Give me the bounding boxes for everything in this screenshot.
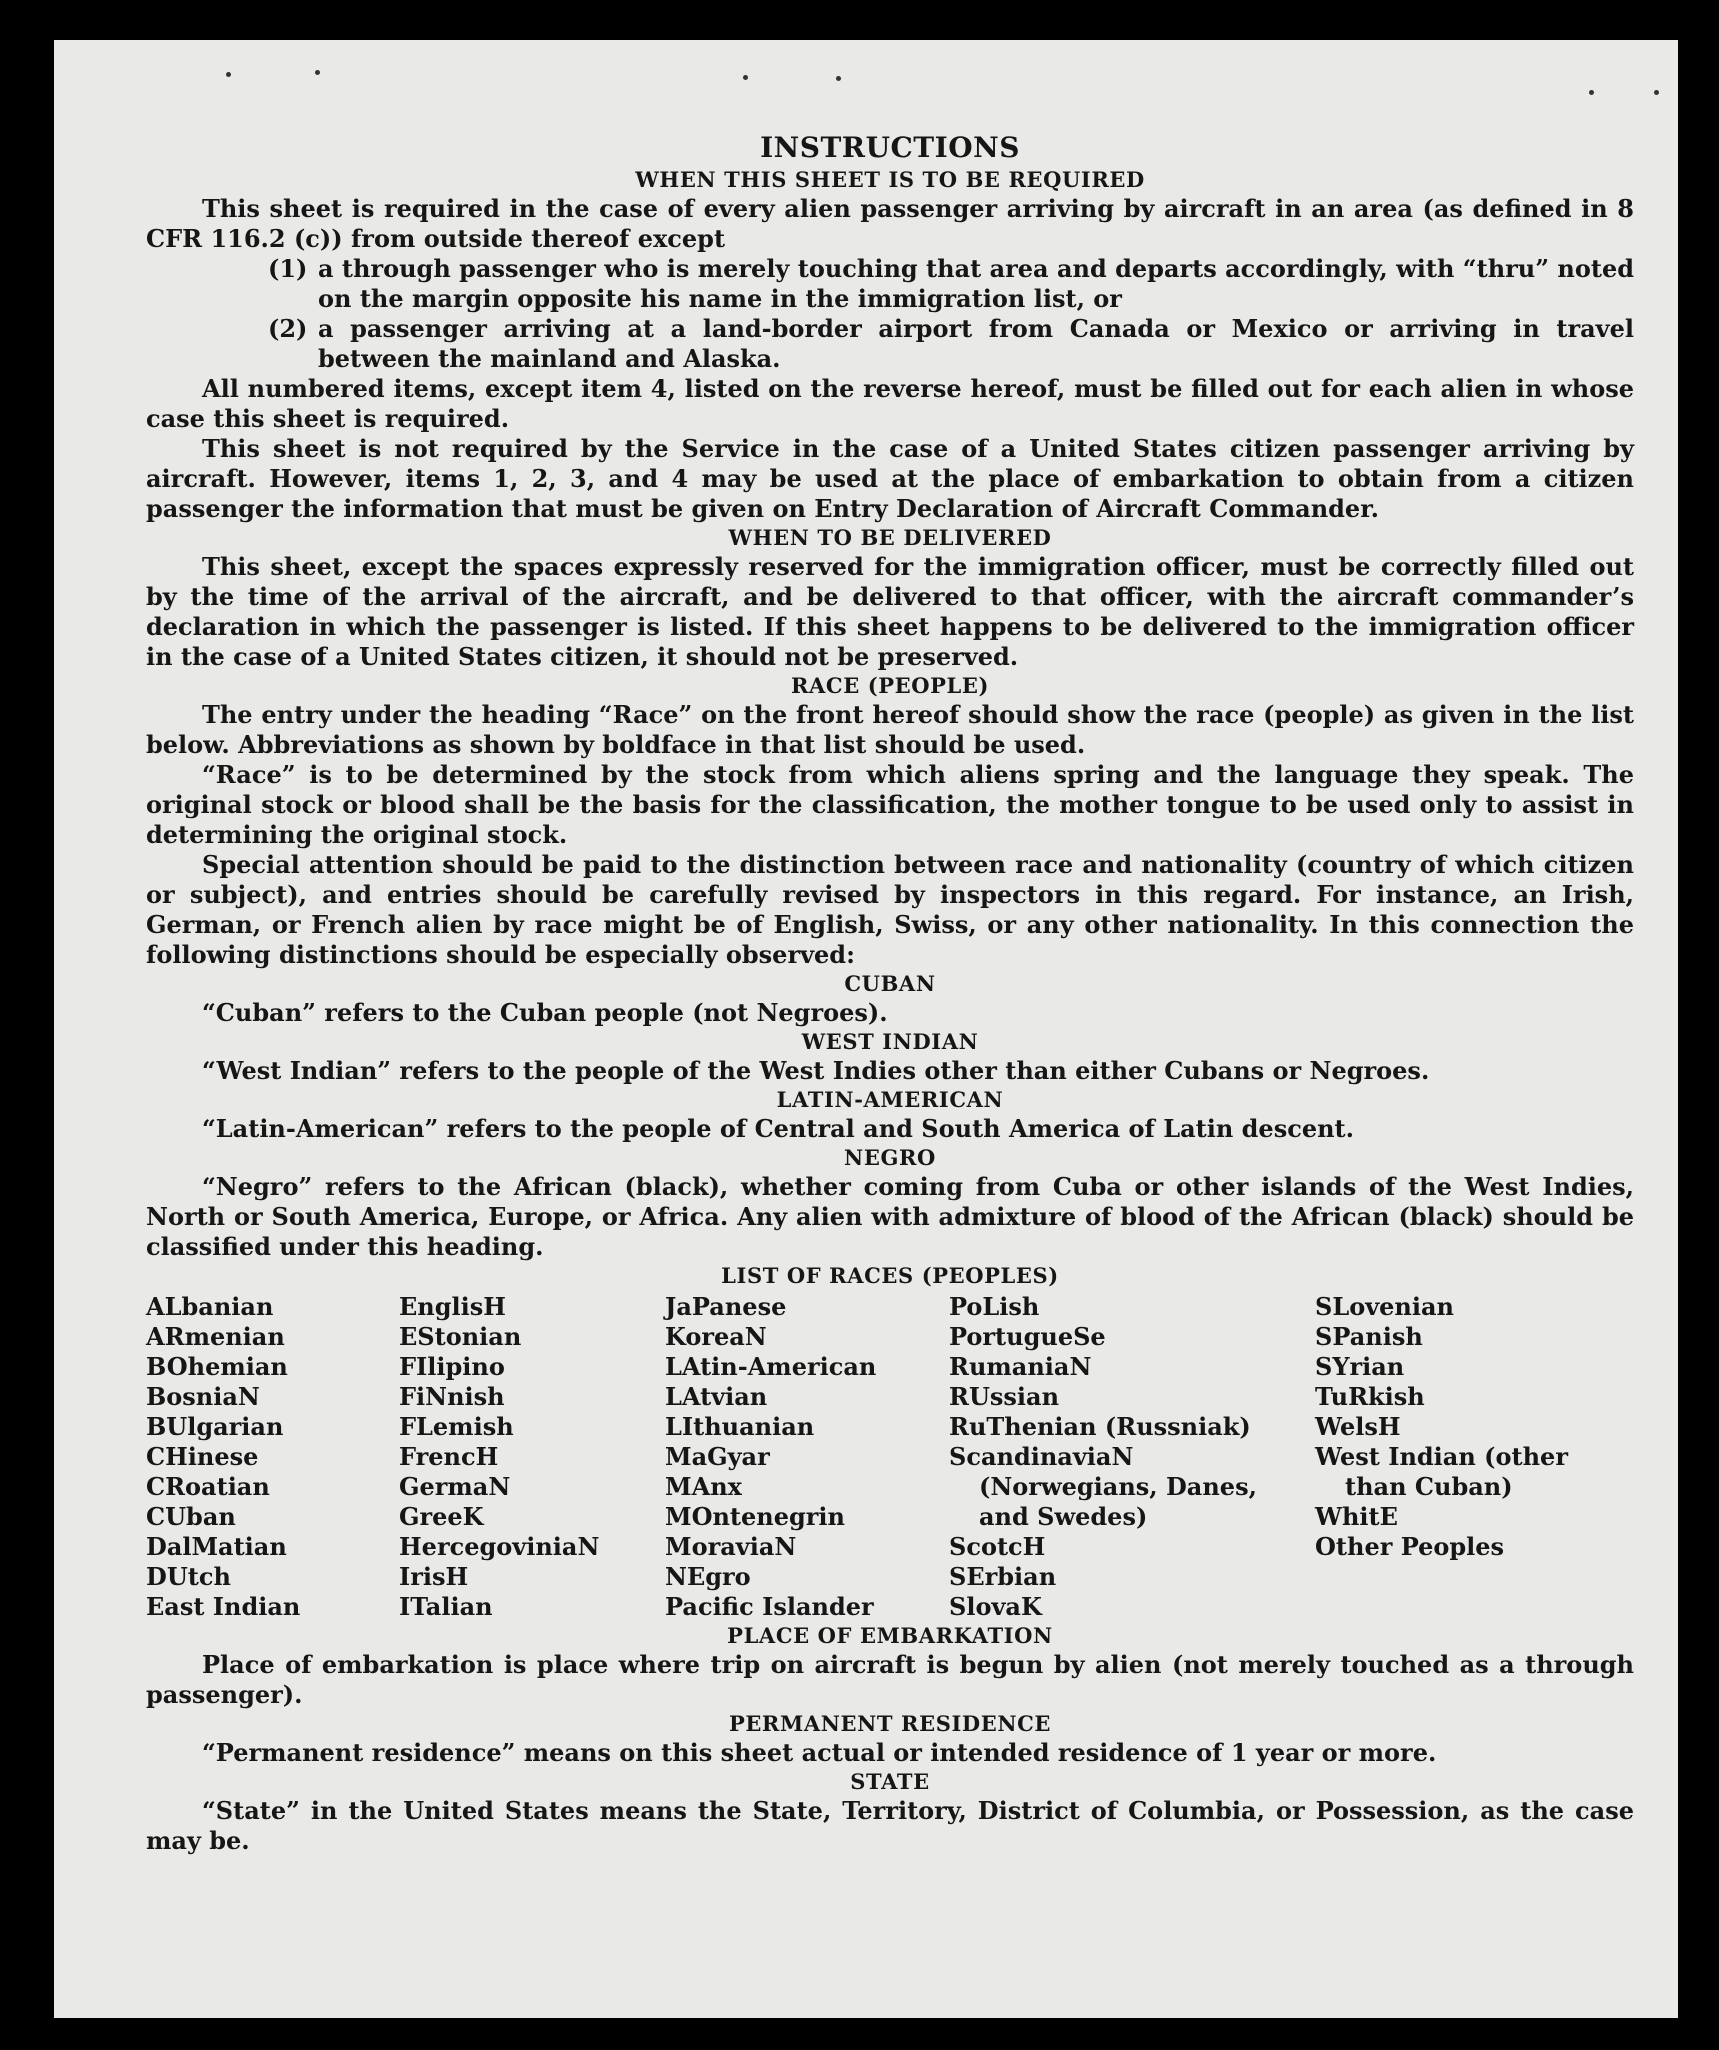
speck-mark: [743, 75, 748, 80]
race-entry: SlovaK: [949, 1592, 1042, 1621]
race-entry: EStonian: [399, 1322, 522, 1351]
race-entry: HercegoviniaN: [399, 1532, 600, 1561]
section-heading: LATIN-AMERICAN: [776, 1087, 1004, 1112]
race-entry: LAtvian: [665, 1382, 768, 1411]
race-entry: BOhemian: [146, 1352, 288, 1381]
item-text: a passenger arriving at a land-border airport from Canada or Mexico or arriving in travel between the mainland and Alaska.: [318, 314, 1634, 373]
races-list: [146, 1292, 1634, 1622]
section-heading: STATE: [850, 1769, 930, 1794]
races-column: [146, 1292, 399, 1622]
race-entry: NEgro: [665, 1562, 751, 1591]
page-title: INSTRUCTIONS: [760, 131, 1020, 164]
races-column: [949, 1292, 1315, 1622]
race-entry: CHinese: [146, 1442, 259, 1471]
paragraph: “State” in the United States means the State, Territory, District of Columbia, or Possession, as the case may be.: [146, 1796, 1634, 1855]
race-entry: IrisH: [399, 1562, 469, 1591]
paragraph: “Negro” refers to the African (black), whether coming from Cuba or other islands of the West Indies, North or South America, Europe, or Africa. Any alien with admixture of blood of the African (black) should be classified under this heading.: [146, 1172, 1634, 1261]
race-entry: KoreaN: [665, 1322, 767, 1351]
race-entry: ALbanian: [146, 1292, 274, 1321]
race-entry: SLovenian: [1315, 1292, 1454, 1321]
race-entry: PortugueSe: [949, 1322, 1106, 1351]
race-entry: TuRkish: [1315, 1382, 1425, 1411]
race-entry: EnglisH: [399, 1292, 506, 1321]
section-heading: PERMANENT RESIDENCE: [728, 1711, 1052, 1736]
paragraph: The entry under the heading “Race” on the front hereof should show the race (people) as given in the list below. Abbreviations as shown by boldface in that list should be used.: [146, 700, 1634, 759]
race-entry: ScandinaviaN (Norwegians, Danes, and Swedes): [949, 1442, 1257, 1531]
race-entry: RumaniaN: [949, 1352, 1092, 1381]
item-text: a through passenger who is merely touching that area and departs accordingly, with “thru” noted on the margin opposite his name in the immigration list, or: [318, 254, 1634, 313]
paragraph: Place of embarkation is place where trip on aircraft is begun by alien (not merely touched as a through passenger).: [146, 1650, 1634, 1709]
instructions-content: [146, 130, 1634, 1856]
race-entry: ARmenian: [146, 1322, 285, 1351]
speck-mark: [1654, 90, 1659, 95]
race-entry: RUssian: [949, 1382, 1060, 1411]
race-entry: MoraviaN: [665, 1532, 797, 1561]
race-entry: East Indian: [146, 1592, 301, 1621]
races-column: [399, 1292, 665, 1622]
race-entry: GermaN: [399, 1472, 511, 1501]
paragraph: “Permanent residence” means on this sheet actual or intended residence of 1 year or more.: [202, 1738, 1437, 1767]
race-entry: GreeK: [399, 1502, 484, 1531]
race-entry: WhitE: [1315, 1502, 1398, 1531]
race-entry: DUtch: [146, 1562, 231, 1591]
paragraph: “West Indian” refers to the people of the West Indies other than either Cubans or Negroes.: [202, 1056, 1430, 1085]
paragraph: “Race” is to be determined by the stock from which aliens spring and the language they speak. The original stock or blood shall be the basis for the classification, the mother tongue to be used only to assist in determining the original stock.: [146, 760, 1634, 849]
document-sheet: [54, 40, 1678, 2018]
speck-mark: [315, 70, 320, 75]
race-entry: WelsH: [1315, 1412, 1401, 1441]
section-heading: LIST OF RACES (PEOPLES): [721, 1263, 1059, 1288]
paragraph: This sheet is not required by the Service in the case of a United States citizen passenger arriving by aircraft. However, items 1, 2, 3, and 4 may be used at the place of embarkation to obtain from a citizen passenger the information that must be given on Entry Declaration of Aircraft Commander.: [146, 434, 1634, 523]
race-entry: SPanish: [1315, 1322, 1423, 1351]
race-entry: LAtin-American: [665, 1352, 877, 1381]
race-entry: Pacific Islander: [665, 1592, 874, 1621]
race-entry: FIlipino: [399, 1352, 505, 1381]
race-entry: ScotcH: [949, 1532, 1046, 1561]
paragraph: “Cuban” refers to the Cuban people (not Negroes).: [202, 998, 888, 1027]
paragraph: Special attention should be paid to the distinction between race and nationality (country of which citizen or subject), and entries should be carefully revised by inspectors in this regard. For instance, an Irish, German, or French alien by race might be of English, Swiss, or any other nationality. In this connection the following distinctions should be especially observed:: [146, 850, 1634, 969]
race-entry: SYrian: [1315, 1352, 1405, 1381]
numbered-item: [268, 254, 1634, 314]
race-entry: SErbian: [949, 1562, 1057, 1591]
section-heading: PLACE OF EMBARKATION: [727, 1623, 1053, 1648]
race-entry: Other Peoples: [1315, 1532, 1505, 1561]
speck-mark: [226, 72, 231, 77]
section-heading: NEGRO: [844, 1145, 936, 1170]
item-number: (2): [268, 314, 308, 343]
paragraph: This sheet, except the spaces expressly reserved for the immigration officer, must be correctly filled out by the time of the arrival of the aircraft, and be delivered to that officer, with the aircraft commander’s declaration in which the passenger is listed. If this sheet happens to be delivered to the immigration officer in the case of a United States citizen, it should not be preserved.: [146, 552, 1634, 671]
race-entry: West Indian (other than Cuban): [1315, 1442, 1568, 1501]
numbered-item: [268, 314, 1634, 374]
speck-mark: [836, 76, 841, 81]
race-entry: BUlgarian: [146, 1412, 284, 1441]
section-heading: WHEN THIS SHEET IS TO BE REQUIRED: [635, 167, 1145, 192]
paragraph: “Latin-American” refers to the people of Central and South America of Latin descent.: [202, 1114, 1354, 1143]
race-entry: MAnx: [665, 1472, 742, 1501]
race-entry: CRoatian: [146, 1472, 270, 1501]
paragraph: This sheet is required in the case of every alien passenger arriving by aircraft in an area (as defined in 8 CFR 116.2 (c)) from outside thereof except: [146, 194, 1634, 253]
section-heading: WHEN TO BE DELIVERED: [728, 525, 1052, 550]
section-heading: RACE (PEOPLE): [790, 673, 990, 698]
section-heading: WEST INDIAN: [801, 1029, 979, 1054]
race-entry: LIthuanian: [665, 1412, 815, 1441]
race-entry: BosniaN: [146, 1382, 260, 1411]
race-entry: CUban: [146, 1502, 236, 1531]
race-entry: MOntenegrin: [665, 1502, 845, 1531]
paragraph: All numbered items, except item 4, listed on the reverse hereof, must be filled out for each alien in whose case this sheet is required.: [146, 374, 1634, 433]
race-entry: MaGyar: [665, 1442, 770, 1471]
race-entry: JaPanese: [665, 1292, 787, 1321]
race-entry: FrencH: [399, 1442, 499, 1471]
race-entry: ITalian: [399, 1592, 493, 1621]
race-entry: RuThenian (Russniak): [949, 1412, 1251, 1441]
race-entry: DalMatian: [146, 1532, 287, 1561]
races-column: [665, 1292, 949, 1622]
races-column: [1315, 1292, 1575, 1622]
race-entry: FiNnish: [399, 1382, 505, 1411]
speck-mark: [1589, 90, 1594, 95]
section-heading: CUBAN: [844, 971, 936, 996]
race-entry: FLemish: [399, 1412, 514, 1441]
item-number: (1): [268, 254, 308, 283]
race-entry: PoLish: [949, 1292, 1040, 1321]
